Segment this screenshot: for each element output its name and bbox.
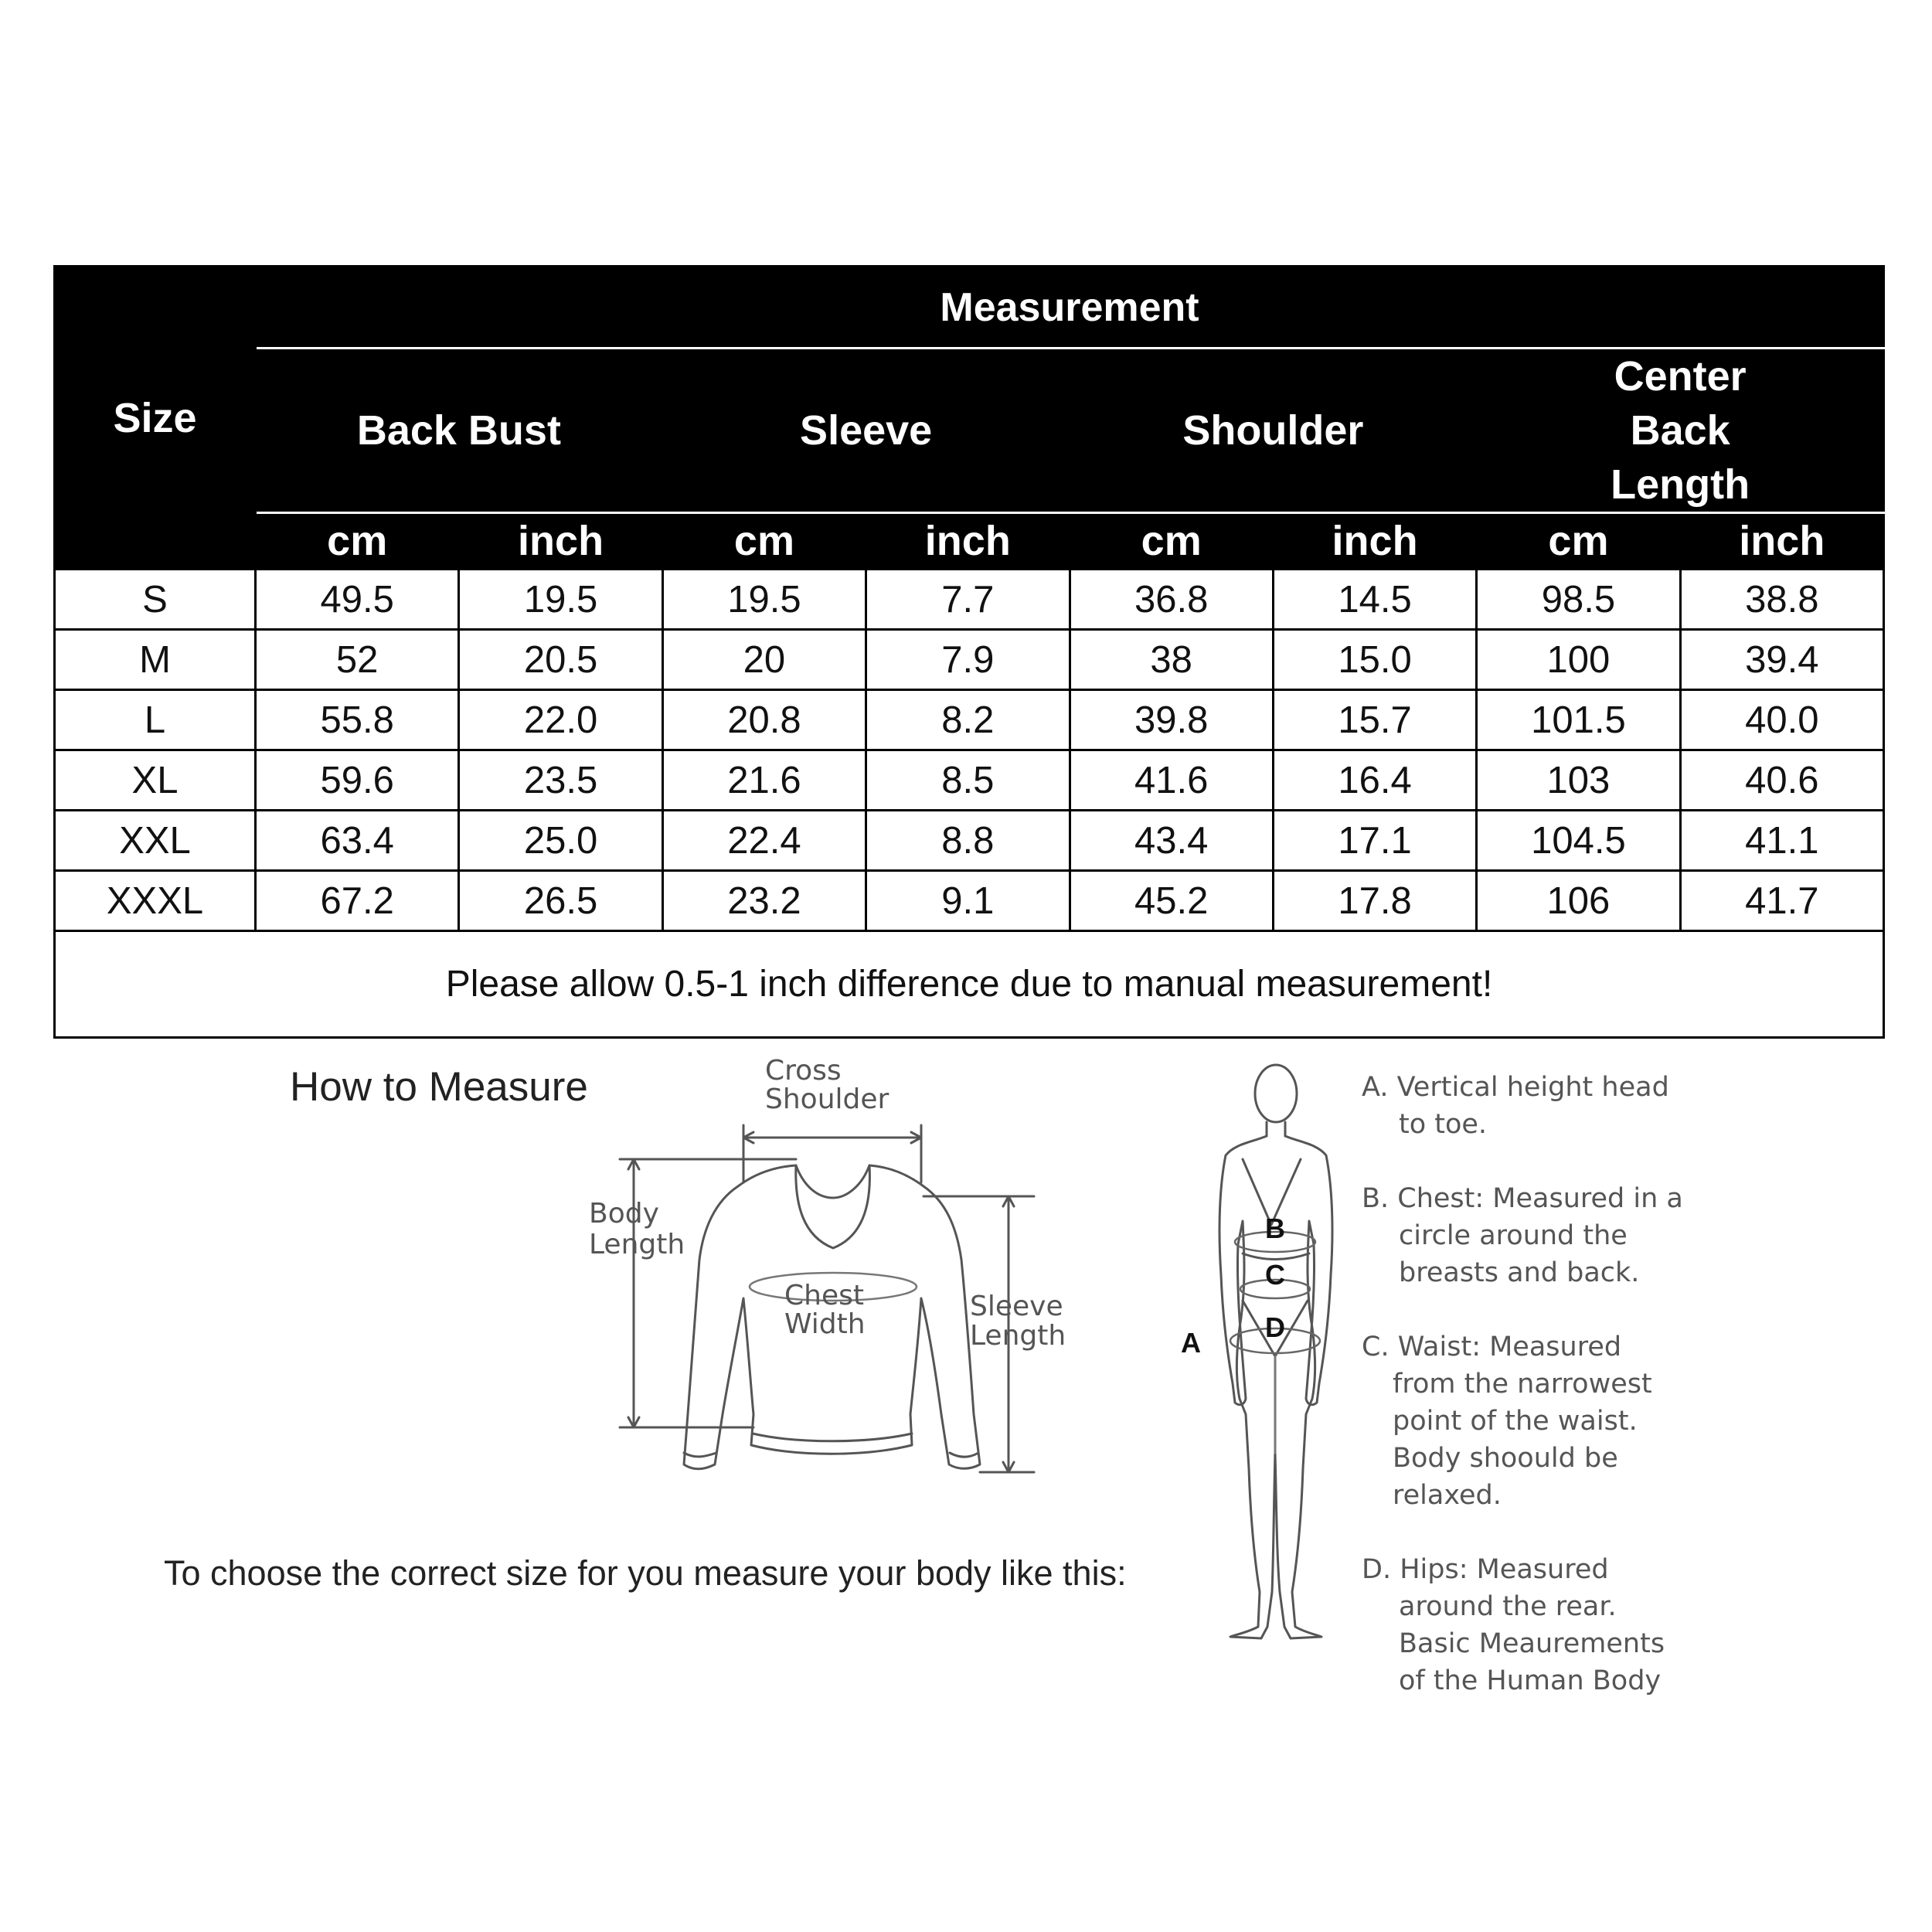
measurement-cell: 38.8 [1680, 570, 1883, 630]
measurement-cell: 25.0 [459, 811, 662, 871]
note-b [1362, 1180, 1686, 1291]
size-cell: L [55, 690, 256, 750]
measurement-cell: 36.8 [1070, 570, 1273, 630]
size-cell: M [55, 630, 256, 690]
cross-shoulder-label-1: Cross [765, 1055, 842, 1087]
how-to-measure-title: How to Measure [290, 1064, 588, 1110]
measurement-cell: 15.0 [1273, 630, 1476, 690]
table-row [55, 871, 1884, 931]
measurement-header: Measurement [256, 267, 1884, 349]
measurement-cell: 17.1 [1273, 811, 1476, 871]
sweater-neck [796, 1165, 870, 1248]
note-a-text: A. Vertical height head [1362, 1072, 1669, 1103]
figure-letter-d: D [1265, 1311, 1285, 1343]
measurement-cell: 63.4 [256, 811, 459, 871]
measurement-cell: 8.2 [866, 690, 1070, 750]
measurement-cell: 59.6 [256, 750, 459, 811]
unit-header: inch [1680, 513, 1883, 570]
group-header-sleeve: Sleeve [662, 349, 1070, 513]
measurement-cell: 14.5 [1273, 570, 1476, 630]
measurement-cell: 40.0 [1680, 690, 1883, 750]
size-cell: S [55, 570, 256, 630]
measurement-cell: 55.8 [256, 690, 459, 750]
table-row [55, 811, 1884, 871]
measurement-cell: 101.5 [1477, 690, 1680, 750]
note-d-text: D. Hips: Measured [1362, 1554, 1609, 1585]
measurement-cell: 17.8 [1273, 871, 1476, 931]
measurement-cell: 41.7 [1680, 871, 1883, 931]
choose-size-instruction: To choose the correct size for you measure your body like this: [164, 1553, 1127, 1593]
measurement-cell: 40.6 [1680, 750, 1883, 811]
measurement-cell: 49.5 [256, 570, 459, 630]
size-cell: XXXL [55, 871, 256, 931]
sleeve-length-label-2: Length [970, 1320, 1066, 1352]
unit-header: inch [1273, 513, 1476, 570]
body-figure-diagram [1159, 1051, 1360, 1685]
cross-shoulder-label-2: Shoulder [765, 1083, 889, 1115]
note-d [1362, 1551, 1686, 1699]
measurement-cell: 15.7 [1273, 690, 1476, 750]
note-b-text: circle around the [1399, 1220, 1628, 1251]
size-chart-table [53, 265, 1885, 1039]
size-rows [55, 570, 1884, 931]
measurement-cell: 67.2 [256, 871, 459, 931]
measurement-cell: 7.7 [866, 570, 1070, 630]
measurement-cell: 20 [662, 630, 866, 690]
group-header-back-bust: Back Bust [256, 349, 663, 513]
body-length-label-1: Body [589, 1198, 659, 1230]
figure-letter-b: B [1265, 1213, 1285, 1244]
measurement-cell: 20.5 [459, 630, 662, 690]
note-c-text: C. Waist: Measured [1362, 1332, 1622, 1362]
table-row [55, 570, 1884, 630]
measurement-cell: 8.5 [866, 750, 1070, 811]
note-c-text: point of the waist. [1393, 1406, 1638, 1437]
measurement-cell: 100 [1477, 630, 1680, 690]
measurement-cell: 45.2 [1070, 871, 1273, 931]
measurement-cell: 21.6 [662, 750, 866, 811]
measurement-cell: 41.1 [1680, 811, 1883, 871]
note-d-text: around the rear. [1399, 1591, 1617, 1622]
measurement-notes [1362, 1069, 1686, 1736]
unit-header: cm [256, 513, 459, 570]
note-c [1362, 1328, 1686, 1514]
measurement-cell: 52 [256, 630, 459, 690]
figure-letter-c: C [1265, 1259, 1285, 1291]
measurement-cell: 104.5 [1477, 811, 1680, 871]
measurement-cell: 38 [1070, 630, 1273, 690]
measurement-cell: 39.8 [1070, 690, 1273, 750]
table-row [55, 690, 1884, 750]
sleeve-length-label-1: Sleeve [970, 1291, 1063, 1322]
measurement-cell: 23.2 [662, 871, 866, 931]
note-c-text: relaxed. [1393, 1480, 1502, 1511]
measurement-cell: 23.5 [459, 750, 662, 811]
measurement-cell: 41.6 [1070, 750, 1273, 811]
chest-width-label-2: Width [784, 1308, 866, 1340]
measurement-cell: 19.5 [662, 570, 866, 630]
note-d-text: of the Human Body [1399, 1665, 1662, 1696]
measurement-cell: 22.4 [662, 811, 866, 871]
measurement-cell: 43.4 [1070, 811, 1273, 871]
note-c-text: from the narrowest [1393, 1369, 1652, 1400]
figure-letter-a: A [1181, 1327, 1201, 1359]
body-length-label-2: Length [589, 1229, 685, 1260]
unit-header: inch [866, 513, 1070, 570]
measurement-cell: 103 [1477, 750, 1680, 811]
measurement-cell: 7.9 [866, 630, 1070, 690]
unit-header: cm [662, 513, 866, 570]
note-a [1362, 1069, 1686, 1143]
group-header-shoulder: Shoulder [1070, 349, 1477, 513]
chest-width-label-1: Chest [784, 1280, 864, 1311]
measurement-cell: 20.8 [662, 690, 866, 750]
measurement-cell: 26.5 [459, 871, 662, 931]
table-row [55, 750, 1884, 811]
unit-header: cm [1477, 513, 1680, 570]
measurement-cell: 19.5 [459, 570, 662, 630]
unit-header: inch [459, 513, 662, 570]
measurement-cell: 98.5 [1477, 570, 1680, 630]
note-d-text: Basic Meaurements [1399, 1628, 1665, 1659]
measurement-cell: 39.4 [1680, 630, 1883, 690]
measurement-cell: 16.4 [1273, 750, 1476, 811]
unit-header: cm [1070, 513, 1273, 570]
group-header-center-back-length: Center Back Length [1477, 349, 1884, 513]
size-column-header: Size [55, 267, 256, 570]
note-a-text: to toe. [1399, 1109, 1488, 1140]
measurement-cell: 8.8 [866, 811, 1070, 871]
measurement-cell: 106 [1477, 871, 1680, 931]
note-c-text: Body shoould be [1393, 1443, 1618, 1474]
sweater-measure-diagram [572, 1051, 1082, 1499]
note-b-text: breasts and back. [1399, 1257, 1640, 1288]
note-b-text: B. Chest: Measured in a [1362, 1183, 1683, 1214]
measurement-cell: 22.0 [459, 690, 662, 750]
table-row [55, 630, 1884, 690]
measurement-cell: 9.1 [866, 871, 1070, 931]
measurement-note: Please allow 0.5-1 inch difference due to manual measurement! [55, 931, 1884, 1038]
size-cell: XL [55, 750, 256, 811]
size-cell: XXL [55, 811, 256, 871]
